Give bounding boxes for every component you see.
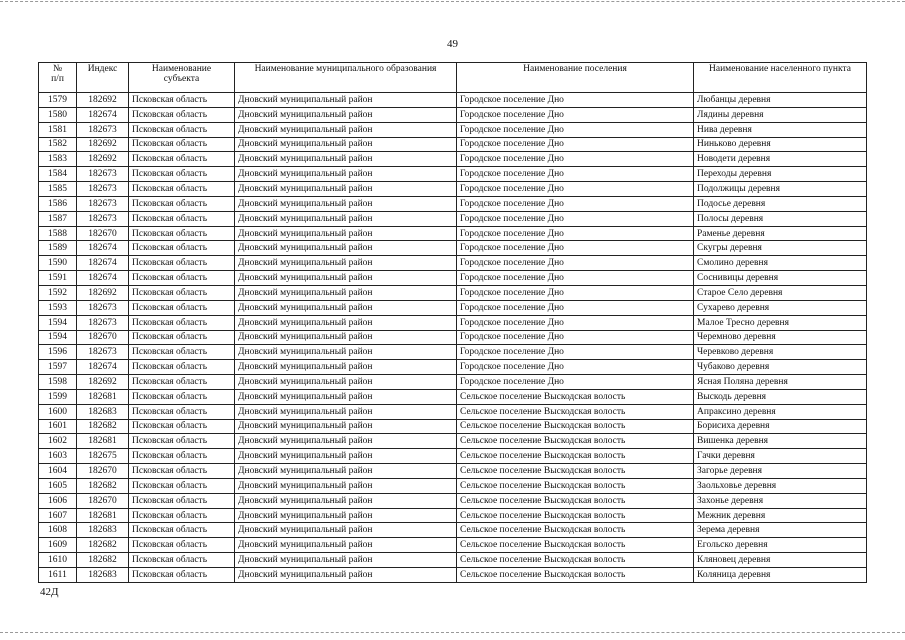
cell-subject: Псковская область [129, 464, 235, 479]
cell-subject: Псковская область [129, 434, 235, 449]
cell-num: 1600 [39, 404, 77, 419]
cell-subject: Псковская область [129, 137, 235, 152]
table-row [39, 434, 867, 449]
cell-index: 182673 [77, 122, 129, 137]
cell-locality: Переходы деревня [694, 167, 867, 182]
cell-index: 182673 [77, 196, 129, 211]
cell-index: 182692 [77, 137, 129, 152]
header-subject: Наименование субъекта [129, 63, 235, 93]
cell-index: 182674 [77, 107, 129, 122]
cell-locality: Подолжицы деревня [694, 182, 867, 197]
cell-settlement: Сельское поселение Выскодская волость [457, 553, 694, 568]
table-row [39, 553, 867, 568]
table-row [39, 508, 867, 523]
cell-settlement: Городское поселение Дно [457, 226, 694, 241]
cell-locality: Черемново деревня [694, 330, 867, 345]
cell-subject: Псковская область [129, 568, 235, 583]
footer-code: 42Д [40, 586, 59, 598]
cell-index: 182681 [77, 508, 129, 523]
cell-subject: Псковская область [129, 241, 235, 256]
cell-municipality: Дновский муниципальный район [235, 167, 457, 182]
cell-settlement: Городское поселение Дно [457, 137, 694, 152]
cell-num: 1607 [39, 508, 77, 523]
cell-num: 1610 [39, 553, 77, 568]
cell-locality: Зерема деревня [694, 523, 867, 538]
cell-index: 182673 [77, 182, 129, 197]
cell-locality: Старое Село деревня [694, 285, 867, 300]
scan-edge-top [0, 1, 905, 3]
cell-num: 1603 [39, 449, 77, 464]
cell-num: 1609 [39, 538, 77, 553]
cell-num: 1594 [39, 330, 77, 345]
header-index: Индекс [77, 63, 129, 93]
cell-municipality: Дновский муниципальный район [235, 434, 457, 449]
cell-settlement: Городское поселение Дно [457, 375, 694, 390]
cell-subject: Псковская область [129, 523, 235, 538]
cell-municipality: Дновский муниципальный район [235, 389, 457, 404]
cell-index: 182682 [77, 553, 129, 568]
cell-municipality: Дновский муниципальный район [235, 404, 457, 419]
cell-locality: Подосье деревня [694, 196, 867, 211]
cell-subject: Псковская область [129, 330, 235, 345]
cell-num: 1605 [39, 478, 77, 493]
cell-subject: Псковская область [129, 404, 235, 419]
cell-municipality: Дновский муниципальный район [235, 375, 457, 390]
cell-num: 1599 [39, 389, 77, 404]
header-settlement: Наименование поселения [457, 63, 694, 93]
cell-locality: Черевково деревня [694, 345, 867, 360]
cell-municipality: Дновский муниципальный район [235, 226, 457, 241]
table-row [39, 330, 867, 345]
cell-settlement: Сельское поселение Выскодская волость [457, 568, 694, 583]
cell-index: 182675 [77, 449, 129, 464]
cell-index: 182673 [77, 300, 129, 315]
scan-edge-bottom [0, 632, 905, 634]
table-row [39, 345, 867, 360]
cell-num: 1585 [39, 182, 77, 197]
cell-settlement: Городское поселение Дно [457, 285, 694, 300]
cell-subject: Псковская область [129, 553, 235, 568]
cell-municipality: Дновский муниципальный район [235, 211, 457, 226]
cell-settlement: Городское поселение Дно [457, 360, 694, 375]
cell-subject: Псковская область [129, 300, 235, 315]
cell-settlement: Сельское поселение Выскодская волость [457, 464, 694, 479]
cell-municipality: Дновский муниципальный район [235, 449, 457, 464]
cell-num: 1598 [39, 375, 77, 390]
cell-locality: Коляница деревня [694, 568, 867, 583]
cell-locality: Чубаково деревня [694, 360, 867, 375]
table-row [39, 449, 867, 464]
cell-locality: Новодети деревня [694, 152, 867, 167]
cell-locality: Раменье деревня [694, 226, 867, 241]
cell-municipality: Дновский муниципальный район [235, 345, 457, 360]
cell-locality: Нива деревня [694, 122, 867, 137]
cell-settlement: Сельское поселение Выскодская волость [457, 478, 694, 493]
table-row [39, 226, 867, 241]
table-row [39, 137, 867, 152]
table-row [39, 493, 867, 508]
cell-num: 1594 [39, 315, 77, 330]
cell-municipality: Дновский муниципальный район [235, 523, 457, 538]
cell-municipality: Дновский муниципальный район [235, 553, 457, 568]
cell-locality: Соснивицы деревня [694, 271, 867, 286]
cell-locality: Смолино деревня [694, 256, 867, 271]
cell-num: 1589 [39, 241, 77, 256]
cell-subject: Псковская область [129, 152, 235, 167]
table-row [39, 271, 867, 286]
settlements-table [38, 62, 867, 583]
cell-subject: Псковская область [129, 449, 235, 464]
cell-settlement: Городское поселение Дно [457, 182, 694, 197]
cell-num: 1580 [39, 107, 77, 122]
cell-subject: Псковская область [129, 182, 235, 197]
cell-locality: Любанцы деревня [694, 93, 867, 108]
cell-settlement: Сельское поселение Выскодская волость [457, 434, 694, 449]
cell-num: 1592 [39, 285, 77, 300]
cell-num: 1597 [39, 360, 77, 375]
cell-index: 182683 [77, 523, 129, 538]
cell-num: 1584 [39, 167, 77, 182]
cell-index: 182682 [77, 419, 129, 434]
cell-municipality: Дновский муниципальный район [235, 137, 457, 152]
cell-index: 182682 [77, 538, 129, 553]
table-row [39, 375, 867, 390]
cell-municipality: Дновский муниципальный район [235, 419, 457, 434]
cell-locality: Гачки деревня [694, 449, 867, 464]
cell-settlement: Городское поселение Дно [457, 256, 694, 271]
cell-index: 182692 [77, 152, 129, 167]
cell-index: 182673 [77, 345, 129, 360]
cell-num: 1593 [39, 300, 77, 315]
table-row [39, 122, 867, 137]
cell-index: 182674 [77, 241, 129, 256]
cell-num: 1601 [39, 419, 77, 434]
cell-locality: Захонье деревня [694, 493, 867, 508]
cell-num: 1602 [39, 434, 77, 449]
cell-num: 1608 [39, 523, 77, 538]
cell-index: 182683 [77, 404, 129, 419]
cell-index: 182681 [77, 389, 129, 404]
cell-municipality: Дновский муниципальный район [235, 493, 457, 508]
cell-settlement: Городское поселение Дно [457, 300, 694, 315]
cell-subject: Псковская область [129, 508, 235, 523]
cell-settlement: Сельское поселение Выскодская волость [457, 419, 694, 434]
table-header [39, 63, 867, 93]
cell-locality: Полосы деревня [694, 211, 867, 226]
cell-municipality: Дновский муниципальный район [235, 360, 457, 375]
cell-municipality: Дновский муниципальный район [235, 330, 457, 345]
cell-num: 1604 [39, 464, 77, 479]
cell-num: 1590 [39, 256, 77, 271]
cell-settlement: Городское поселение Дно [457, 152, 694, 167]
cell-settlement: Сельское поселение Выскодская волость [457, 389, 694, 404]
cell-municipality: Дновский муниципальный район [235, 122, 457, 137]
cell-settlement: Сельское поселение Выскодская волость [457, 493, 694, 508]
cell-locality: Вишенка деревня [694, 434, 867, 449]
cell-subject: Псковская область [129, 226, 235, 241]
table-row [39, 478, 867, 493]
cell-municipality: Дновский муниципальный район [235, 107, 457, 122]
cell-settlement: Городское поселение Дно [457, 211, 694, 226]
cell-settlement: Городское поселение Дно [457, 330, 694, 345]
cell-num: 1582 [39, 137, 77, 152]
cell-municipality: Дновский муниципальный район [235, 315, 457, 330]
cell-locality: Кляновец деревня [694, 553, 867, 568]
cell-locality: Ясная Поляна деревня [694, 375, 867, 390]
cell-num: 1587 [39, 211, 77, 226]
cell-index: 182692 [77, 285, 129, 300]
cell-settlement: Городское поселение Дно [457, 315, 694, 330]
cell-settlement: Городское поселение Дно [457, 167, 694, 182]
cell-settlement: Сельское поселение Выскодская волость [457, 449, 694, 464]
cell-municipality: Дновский муниципальный район [235, 256, 457, 271]
cell-municipality: Дновский муниципальный район [235, 182, 457, 197]
cell-index: 182692 [77, 375, 129, 390]
cell-locality: Егольско деревня [694, 538, 867, 553]
cell-locality: Выскодь деревня [694, 389, 867, 404]
cell-subject: Псковская область [129, 122, 235, 137]
table-row [39, 315, 867, 330]
cell-municipality: Дновский муниципальный район [235, 464, 457, 479]
cell-municipality: Дновский муниципальный район [235, 271, 457, 286]
table-row [39, 182, 867, 197]
table-row [39, 360, 867, 375]
cell-municipality: Дновский муниципальный район [235, 508, 457, 523]
cell-locality: Сухарево деревня [694, 300, 867, 315]
cell-settlement: Сельское поселение Выскодская волость [457, 404, 694, 419]
cell-locality: Скугры деревня [694, 241, 867, 256]
cell-municipality: Дновский муниципальный район [235, 538, 457, 553]
table-row [39, 300, 867, 315]
cell-municipality: Дновский муниципальный район [235, 478, 457, 493]
table-row [39, 152, 867, 167]
cell-index: 182674 [77, 271, 129, 286]
cell-settlement: Городское поселение Дно [457, 196, 694, 211]
cell-index: 182673 [77, 211, 129, 226]
cell-num: 1581 [39, 122, 77, 137]
cell-locality: Борисиха деревня [694, 419, 867, 434]
header-locality: Наименование населенного пункта [694, 63, 867, 93]
table-row [39, 523, 867, 538]
cell-municipality: Дновский муниципальный район [235, 93, 457, 108]
cell-num: 1591 [39, 271, 77, 286]
cell-index: 182670 [77, 330, 129, 345]
cell-settlement: Городское поселение Дно [457, 241, 694, 256]
cell-subject: Псковская область [129, 360, 235, 375]
cell-settlement: Сельское поселение Выскодская волость [457, 523, 694, 538]
cell-settlement: Сельское поселение Выскодская волость [457, 538, 694, 553]
cell-subject: Псковская область [129, 285, 235, 300]
cell-num: 1583 [39, 152, 77, 167]
cell-num: 1586 [39, 196, 77, 211]
cell-subject: Псковская область [129, 375, 235, 390]
cell-num: 1579 [39, 93, 77, 108]
cell-index: 182674 [77, 256, 129, 271]
table-row [39, 285, 867, 300]
table-row [39, 538, 867, 553]
cell-subject: Псковская область [129, 167, 235, 182]
cell-locality: Малое Тресно деревня [694, 315, 867, 330]
cell-index: 182681 [77, 434, 129, 449]
cell-municipality: Дновский муниципальный район [235, 152, 457, 167]
cell-subject: Псковская область [129, 315, 235, 330]
header-num: № п/п [39, 63, 77, 93]
cell-locality: Ниньково деревня [694, 137, 867, 152]
cell-num: 1606 [39, 493, 77, 508]
cell-settlement: Городское поселение Дно [457, 107, 694, 122]
cell-municipality: Дновский муниципальный район [235, 241, 457, 256]
table-row [39, 211, 867, 226]
cell-locality: Загорье деревня [694, 464, 867, 479]
cell-subject: Псковская область [129, 211, 235, 226]
cell-subject: Псковская область [129, 419, 235, 434]
cell-subject: Псковская область [129, 478, 235, 493]
cell-num: 1588 [39, 226, 77, 241]
cell-subject: Псковская область [129, 271, 235, 286]
cell-index: 182670 [77, 493, 129, 508]
cell-subject: Псковская область [129, 493, 235, 508]
cell-subject: Псковская область [129, 389, 235, 404]
cell-settlement: Городское поселение Дно [457, 345, 694, 360]
cell-index: 182674 [77, 360, 129, 375]
table-row [39, 107, 867, 122]
header-row [39, 63, 867, 93]
cell-locality: Заольховье деревня [694, 478, 867, 493]
cell-municipality: Дновский муниципальный район [235, 300, 457, 315]
cell-locality: Апраксино деревня [694, 404, 867, 419]
cell-municipality: Дновский муниципальный район [235, 568, 457, 583]
cell-index: 182673 [77, 167, 129, 182]
cell-index: 182692 [77, 93, 129, 108]
table-row [39, 404, 867, 419]
cell-subject: Псковская область [129, 345, 235, 360]
table-row [39, 568, 867, 583]
cell-num: 1596 [39, 345, 77, 360]
cell-settlement: Городское поселение Дно [457, 122, 694, 137]
cell-settlement: Сельское поселение Выскодская волость [457, 508, 694, 523]
table-row [39, 389, 867, 404]
cell-subject: Псковская область [129, 93, 235, 108]
cell-index: 182683 [77, 568, 129, 583]
cell-municipality: Дновский муниципальный район [235, 285, 457, 300]
table-row [39, 241, 867, 256]
page-number: 49 [447, 38, 458, 50]
cell-subject: Псковская область [129, 196, 235, 211]
cell-locality: Межник деревня [694, 508, 867, 523]
table-body [39, 93, 867, 583]
cell-settlement: Городское поселение Дно [457, 271, 694, 286]
cell-subject: Псковская область [129, 538, 235, 553]
table-row [39, 93, 867, 108]
header-municipality: Наименование муниципального образования [235, 63, 457, 93]
cell-index: 182673 [77, 315, 129, 330]
cell-subject: Псковская область [129, 256, 235, 271]
cell-index: 182670 [77, 464, 129, 479]
cell-index: 182670 [77, 226, 129, 241]
table-row [39, 256, 867, 271]
table-row [39, 167, 867, 182]
table-row [39, 464, 867, 479]
table-row [39, 196, 867, 211]
cell-locality: Лядины деревня [694, 107, 867, 122]
cell-settlement: Городское поселение Дно [457, 93, 694, 108]
cell-num: 1611 [39, 568, 77, 583]
table-row [39, 419, 867, 434]
cell-municipality: Дновский муниципальный район [235, 196, 457, 211]
cell-subject: Псковская область [129, 107, 235, 122]
cell-index: 182682 [77, 478, 129, 493]
